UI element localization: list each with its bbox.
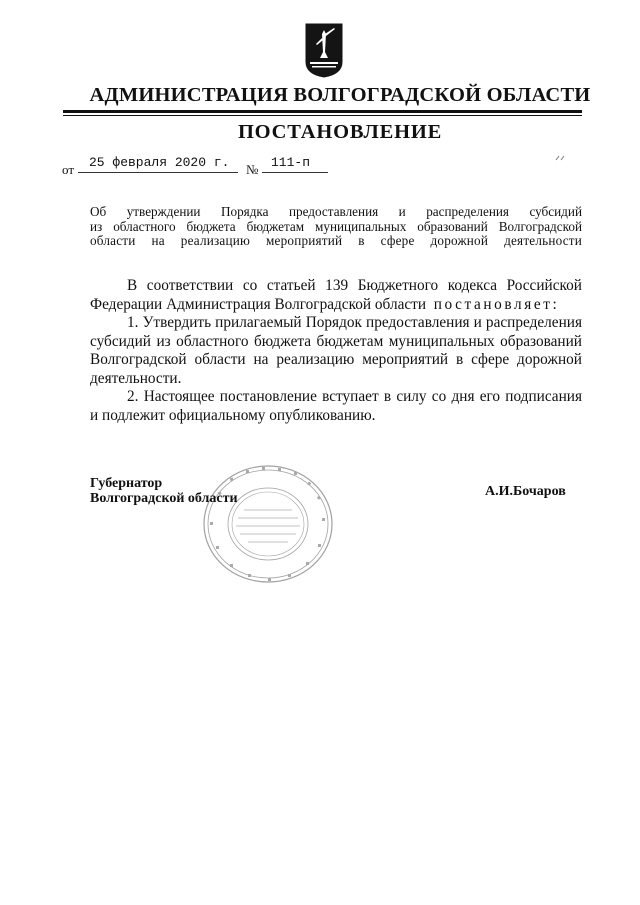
document-number: 111-п xyxy=(271,155,311,170)
item-1-line: субсидий из областного бюджета бюджетам муниципальных образований xyxy=(90,332,582,350)
signer-position-line: Губернатор xyxy=(90,476,163,491)
signer-position-line: Волгоградской области xyxy=(90,491,238,506)
margin-mark-icon xyxy=(555,155,567,161)
item-1-line: деятельности. xyxy=(90,369,182,387)
item-2-line: и подлежит официальному опубликованию. xyxy=(90,406,376,424)
item-2-line: 2. Настоящее постановление вступает в силу со дня его подписания xyxy=(127,388,582,405)
item-1-line: 1. Утвердить прилагаемый Порядок предоставления и распределения xyxy=(127,314,582,331)
signer-position xyxy=(90,476,238,506)
preamble-line xyxy=(90,296,582,315)
resolves-word: постановляет: xyxy=(433,295,560,313)
preamble-line: В соответствии со статьей 139 Бюджетного кодекса Российской xyxy=(127,277,582,294)
header-rule-thick xyxy=(63,110,582,113)
volgograd-coat-of-arms-icon xyxy=(304,22,344,78)
header-rule-thin xyxy=(63,115,582,116)
number-underline xyxy=(262,172,328,173)
number-label: № xyxy=(246,162,259,177)
subject-line: Об утверждении Порядка предоставления и распределения субсидий xyxy=(90,204,582,219)
subject-line: области на реализацию мероприятий в сфере дорожной деятельности xyxy=(90,233,582,248)
document-body xyxy=(90,277,582,425)
item-1-line: Волгоградской области на реализацию мероприятий в сфере дорожной xyxy=(90,351,582,368)
signer-name: А.И.Бочаров xyxy=(485,484,566,499)
organization-title: АДМИНИСТРАЦИЯ ВОЛГОГРАДСКОЙ ОБЛАСТИ xyxy=(89,84,591,106)
date-label: от xyxy=(62,162,75,177)
document-date: 25 февраля 2020 г. xyxy=(89,155,230,170)
preamble-text: Федерации Администрация Волгоградской области xyxy=(90,295,427,313)
document-type-title: ПОСТАНОВЛЕНИЕ xyxy=(237,121,443,143)
subject-line: из областного бюджета бюджетам муниципальных образований Волгоградской xyxy=(90,218,582,234)
document-subject xyxy=(90,205,582,249)
date-underline xyxy=(78,172,238,173)
